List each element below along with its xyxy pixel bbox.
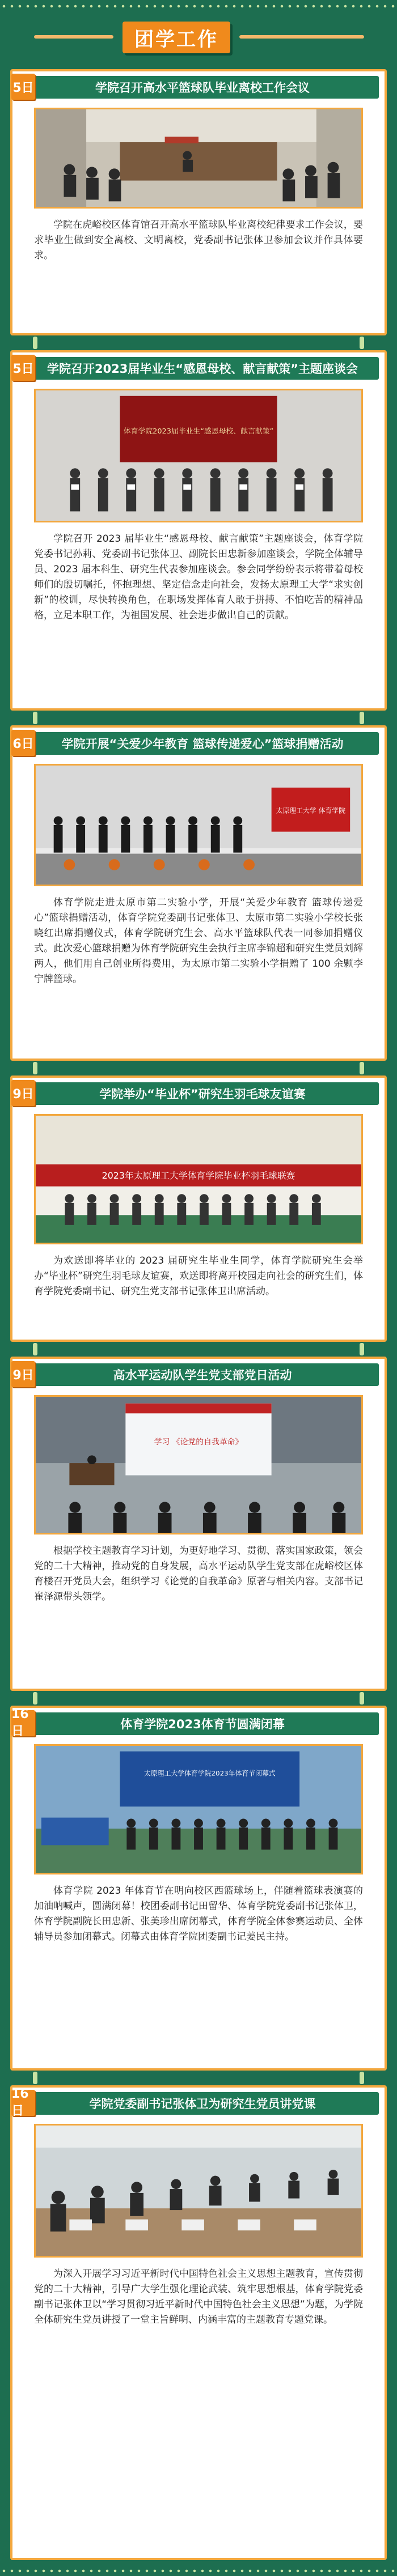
article-card [10,1706,387,2071]
photo-banner-text: 学习 《论党的自我革命》 [154,1437,243,1447]
article-card [10,1357,387,1691]
article-photo [34,1744,363,1874]
article-card [10,2085,387,2560]
date-badge: 5日 [11,74,35,100]
date-badge: 9日 [11,1080,35,1106]
card-connector [360,712,364,724]
top-dot-border [0,3,397,9]
date-badge: 16日 [11,2090,35,2116]
bottom-dot-border [0,2568,397,2574]
card-connector [33,1692,37,1704]
article-photo [34,1395,363,1534]
article-card [10,725,387,1061]
article-photo [34,2124,363,2258]
article-title: 体育学院2023体育节圆满闭幕 [26,1712,379,1735]
date-badge: 16日 [11,1710,35,1736]
article-photo [34,108,363,209]
article-photo [34,389,363,522]
card-connector [33,337,37,349]
photo-banner-text: 太原理工大学 体育学院 [276,806,346,815]
article-title: 学院召开高水平篮球队毕业离校工作会议 [26,76,379,99]
article-card [10,350,387,711]
card-connector [33,2072,37,2084]
article-body: 学院召开 2023 届毕业生“感恩母校、献言献策”主题座谈会，体育学院党委书记孙莉、党委副书记张体卫、副院长田忠新参加座谈会，学院全体辅导员、2023 届本科生、研究生代表参加座谈会。参会同学纷纷表示将带着母校师们的殷切嘱托，怀抱理想、坚定信念走向社会，发扬太原理工大学“求实创新”的校训，尽快转换角色，在职场发挥体育人敢于拼搏、不怕吃苦的精神品格，立足本职工作，为祖国发展、社会进步做出自己的贡献。 [34,533,363,621]
article-body: 学院在虎峪校区体育馆召开高水平篮球队毕业离校纪律要求工作会议，要求毕业生做到安全离校、文明离校，党委副书记张体卫参加会议并作具体要求。 [34,219,363,261]
card-connector [33,1062,37,1074]
photo-banner-text: 2023年太原理工大学体育学院毕业杯羽毛球联赛 [102,1170,295,1181]
date-badge: 9日 [11,1361,35,1387]
card-connector [33,1343,37,1355]
card-connector [360,1062,364,1074]
header-left-deco [34,35,113,39]
photo-banner-text: 太原理工大学体育学院2023年体育节闭幕式 [143,1769,276,1778]
article-body: 为欢送即将毕业的 2023 届研究生毕业生同学，体育学院研究生会举办“毕业杯”研究生羽毛球友谊赛，欢送即将离开校园走向社会的研究生们，体育学院党委副书记、研究生党支部书记张体卫出席活动。 [34,1255,363,1297]
page-title: 团学工作 [123,22,230,53]
article-body: 为深入开展学习习近平新时代中国特色社会主义思想主题教育，宣传贯彻党的二十大精神，引导广大学生强化理论武装、筑牢思想根基，体育学院党委副书记张体卫以“学习贯彻习近平新时代中国特色社会主义思想”为题，为学院全体研究生党员讲授了一堂主旨鲜明、内涵丰富的主题教育专题党课。 [34,2268,363,2326]
card-connector [360,1692,364,1704]
article-card [10,69,387,335]
date-badge: 6日 [11,730,35,756]
photo-banner-text: 体育学院2023届毕业生“感恩母校、献言献策” [123,427,274,436]
article-title: 学院召开2023届毕业生“感恩母校、献言献策”主题座谈会 [26,357,379,380]
article-title: 学院党委副书记张体卫为研究生党员讲党课 [26,2092,379,2115]
article-photo [34,1114,363,1244]
header-right-deco [239,35,364,39]
card-connector [33,712,37,724]
article-body: 根据学校主题教育学习计划，为更好地学习、贯彻、落实国家政策，领会党的二十大精神，推动党的自身发展，高水平运动队学生党支部在虎峪校区体育楼召开党员大会，组织学习《论党的自我革命》原著与相关内容。支部书记崔泽源带头领学。 [34,1545,363,1602]
card-connector [360,2072,364,2084]
date-badge: 5日 [11,355,35,381]
article-body: 体育学院 2023 年体育节在明向校区西篮球场上，伴随着篮球表演赛的加油呐喊声，圆满闭幕！校团委副书记田留华、体育学院党委副书记张体卫，体育学院副院长田忠新、张美珍出席闭幕式，体育学院全体参赛运动员、全体辅导员参加闭幕式。闭幕式由体育学院团委副书记姜民主持。 [34,1885,363,1942]
article-title: 学院举办“毕业杯”研究生羽毛球友谊赛 [26,1082,379,1105]
page-header [23,15,374,60]
article-title: 高水平运动队学生党支部党日活动 [26,1363,379,1386]
article-card [10,1076,387,1342]
article-photo [34,764,363,886]
article-body: 体育学院走进太原市第二实验小学，开展“关爱少年教育 篮球传递爱心”篮球捐赠活动，体育学院党委副书记张体卫、太原市第二实验小学校长张晓红出席捐赠仪式，体育学院研究生会、高水平篮球队代表一同参加捐赠仪式。此次爱心篮球捐赠为体育学院研究生会执行主席李锦超和研究生党员刘辉两人，他们用自己创业所得费用，为太原市第二实验小学捐赠了 100 余颗李宁牌篮球。 [34,897,363,985]
article-title: 学院开展“关爱少年教育 篮球传递爱心”篮球捐赠活动 [26,732,379,755]
card-connector [360,337,364,349]
card-connector [360,1343,364,1355]
